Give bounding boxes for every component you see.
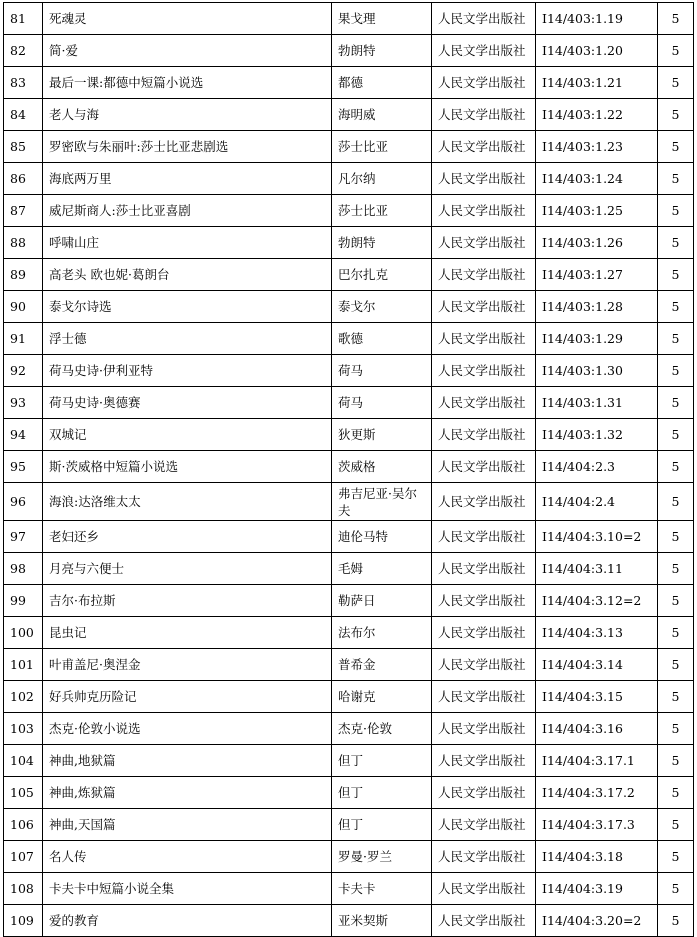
row-number: 108 bbox=[4, 873, 43, 905]
row-number: 101 bbox=[4, 649, 43, 681]
book-title: 月亮与六便士 bbox=[43, 553, 332, 585]
book-author: 泰戈尔 bbox=[332, 291, 432, 323]
row-number: 93 bbox=[4, 387, 43, 419]
book-copies: 5 bbox=[658, 3, 694, 35]
book-publisher: 人民文学出版社 bbox=[432, 35, 536, 67]
row-number: 89 bbox=[4, 259, 43, 291]
table-row bbox=[4, 873, 694, 905]
book-author: 勃朗特 bbox=[332, 227, 432, 259]
book-call-number: I14/404:3.11 bbox=[536, 553, 658, 585]
book-publisher: 人民文学出版社 bbox=[432, 291, 536, 323]
book-copies: 5 bbox=[658, 483, 694, 521]
book-title: 荷马史诗·伊利亚特 bbox=[43, 355, 332, 387]
book-copies: 5 bbox=[658, 585, 694, 617]
book-call-number: I14/403:1.25 bbox=[536, 195, 658, 227]
book-author: 卡夫卡 bbox=[332, 873, 432, 905]
table-row bbox=[4, 777, 694, 809]
book-call-number: I14/404:3.17.1 bbox=[536, 745, 658, 777]
table-row bbox=[4, 195, 694, 227]
book-author: 亚米契斯 bbox=[332, 905, 432, 937]
book-author: 法布尔 bbox=[332, 617, 432, 649]
table-row bbox=[4, 483, 694, 521]
book-publisher: 人民文学出版社 bbox=[432, 483, 536, 521]
row-number: 85 bbox=[4, 131, 43, 163]
book-call-number: I14/403:1.28 bbox=[536, 291, 658, 323]
book-author: 杰克·伦敦 bbox=[332, 713, 432, 745]
book-call-number: I14/404:3.18 bbox=[536, 841, 658, 873]
book-copies: 5 bbox=[658, 553, 694, 585]
table-row bbox=[4, 163, 694, 195]
book-publisher: 人民文学出版社 bbox=[432, 873, 536, 905]
book-copies: 5 bbox=[658, 873, 694, 905]
book-publisher: 人民文学出版社 bbox=[432, 323, 536, 355]
table-row bbox=[4, 521, 694, 553]
book-publisher: 人民文学出版社 bbox=[432, 809, 536, 841]
table-row bbox=[4, 355, 694, 387]
book-title: 好兵帅克历险记 bbox=[43, 681, 332, 713]
table-row bbox=[4, 809, 694, 841]
row-number: 98 bbox=[4, 553, 43, 585]
book-publisher: 人民文学出版社 bbox=[432, 163, 536, 195]
row-number: 90 bbox=[4, 291, 43, 323]
book-copies: 5 bbox=[658, 419, 694, 451]
book-call-number: I14/404:3.17.3 bbox=[536, 809, 658, 841]
book-publisher: 人民文学出版社 bbox=[432, 451, 536, 483]
row-number: 105 bbox=[4, 777, 43, 809]
table-row bbox=[4, 649, 694, 681]
book-title: 卡夫卡中短篇小说全集 bbox=[43, 873, 332, 905]
book-call-number: I14/403:1.21 bbox=[536, 67, 658, 99]
row-number: 81 bbox=[4, 3, 43, 35]
book-call-number: I14/403:1.27 bbox=[536, 259, 658, 291]
row-number: 92 bbox=[4, 355, 43, 387]
table-row bbox=[4, 451, 694, 483]
book-publisher: 人民文学出版社 bbox=[432, 585, 536, 617]
book-publisher: 人民文学出版社 bbox=[432, 195, 536, 227]
book-copies: 5 bbox=[658, 323, 694, 355]
book-author: 勒萨日 bbox=[332, 585, 432, 617]
book-publisher: 人民文学出版社 bbox=[432, 355, 536, 387]
book-publisher: 人民文学出版社 bbox=[432, 521, 536, 553]
book-call-number: I14/403:1.19 bbox=[536, 3, 658, 35]
book-title: 高老头 欧也妮·葛朗台 bbox=[43, 259, 332, 291]
book-call-number: I14/404:3.10=2 bbox=[536, 521, 658, 553]
table-row bbox=[4, 745, 694, 777]
book-title: 威尼斯商人:莎士比亚喜剧 bbox=[43, 195, 332, 227]
row-number: 95 bbox=[4, 451, 43, 483]
book-copies: 5 bbox=[658, 259, 694, 291]
table-row bbox=[4, 259, 694, 291]
book-title: 爱的教育 bbox=[43, 905, 332, 937]
book-copies: 5 bbox=[658, 451, 694, 483]
row-number: 96 bbox=[4, 483, 43, 521]
row-number: 103 bbox=[4, 713, 43, 745]
book-publisher: 人民文学出版社 bbox=[432, 67, 536, 99]
book-copies: 5 bbox=[658, 617, 694, 649]
book-author: 都德 bbox=[332, 67, 432, 99]
row-number: 109 bbox=[4, 905, 43, 937]
book-publisher: 人民文学出版社 bbox=[432, 553, 536, 585]
book-copies: 5 bbox=[658, 131, 694, 163]
book-author: 弗吉尼亚·吴尔夫 bbox=[332, 483, 432, 521]
book-author: 哈谢克 bbox=[332, 681, 432, 713]
book-title: 罗密欧与朱丽叶:莎士比亚悲剧选 bbox=[43, 131, 332, 163]
book-call-number: I14/403:1.20 bbox=[536, 35, 658, 67]
book-author: 罗曼·罗兰 bbox=[332, 841, 432, 873]
book-call-number: I14/403:1.26 bbox=[536, 227, 658, 259]
book-copies: 5 bbox=[658, 291, 694, 323]
book-call-number: I14/403:1.32 bbox=[536, 419, 658, 451]
book-call-number: I14/403:1.23 bbox=[536, 131, 658, 163]
book-copies: 5 bbox=[658, 387, 694, 419]
book-copies: 5 bbox=[658, 195, 694, 227]
row-number: 91 bbox=[4, 323, 43, 355]
book-author: 但丁 bbox=[332, 809, 432, 841]
book-author: 巴尔扎克 bbox=[332, 259, 432, 291]
book-publisher: 人民文学出版社 bbox=[432, 99, 536, 131]
book-copies: 5 bbox=[658, 227, 694, 259]
book-list-body bbox=[4, 3, 694, 937]
book-author: 狄更斯 bbox=[332, 419, 432, 451]
table-row bbox=[4, 617, 694, 649]
book-author: 茨威格 bbox=[332, 451, 432, 483]
book-copies: 5 bbox=[658, 35, 694, 67]
book-call-number: I14/404:3.20=2 bbox=[536, 905, 658, 937]
book-list-table bbox=[3, 2, 694, 937]
book-author: 莎士比亚 bbox=[332, 195, 432, 227]
row-number: 99 bbox=[4, 585, 43, 617]
book-author: 但丁 bbox=[332, 745, 432, 777]
book-title: 叶甫盖尼·奥涅金 bbox=[43, 649, 332, 681]
book-copies: 5 bbox=[658, 521, 694, 553]
book-author: 荷马 bbox=[332, 387, 432, 419]
book-title: 双城记 bbox=[43, 419, 332, 451]
row-number: 86 bbox=[4, 163, 43, 195]
book-title: 最后一课:都德中短篇小说选 bbox=[43, 67, 332, 99]
book-title: 名人传 bbox=[43, 841, 332, 873]
book-title: 斯·茨威格中短篇小说选 bbox=[43, 451, 332, 483]
row-number: 88 bbox=[4, 227, 43, 259]
book-copies: 5 bbox=[658, 905, 694, 937]
book-publisher: 人民文学出版社 bbox=[432, 259, 536, 291]
table-row bbox=[4, 227, 694, 259]
book-publisher: 人民文学出版社 bbox=[432, 745, 536, 777]
table-row bbox=[4, 323, 694, 355]
book-author: 歌德 bbox=[332, 323, 432, 355]
book-publisher: 人民文学出版社 bbox=[432, 681, 536, 713]
book-call-number: I14/404:3.12=2 bbox=[536, 585, 658, 617]
table-row bbox=[4, 99, 694, 131]
book-author: 但丁 bbox=[332, 777, 432, 809]
book-title: 海浪:达洛维太太 bbox=[43, 483, 332, 521]
book-title: 昆虫记 bbox=[43, 617, 332, 649]
row-number: 82 bbox=[4, 35, 43, 67]
book-title: 吉尔·布拉斯 bbox=[43, 585, 332, 617]
book-copies: 5 bbox=[658, 841, 694, 873]
book-copies: 5 bbox=[658, 777, 694, 809]
book-title: 呼啸山庄 bbox=[43, 227, 332, 259]
book-title: 神曲,地狱篇 bbox=[43, 745, 332, 777]
book-copies: 5 bbox=[658, 99, 694, 131]
book-publisher: 人民文学出版社 bbox=[432, 713, 536, 745]
book-publisher: 人民文学出版社 bbox=[432, 387, 536, 419]
book-publisher: 人民文学出版社 bbox=[432, 131, 536, 163]
table-row bbox=[4, 387, 694, 419]
table-row bbox=[4, 291, 694, 323]
book-author: 毛姆 bbox=[332, 553, 432, 585]
book-title: 海底两万里 bbox=[43, 163, 332, 195]
book-call-number: I14/403:1.22 bbox=[536, 99, 658, 131]
table-row bbox=[4, 419, 694, 451]
book-copies: 5 bbox=[658, 745, 694, 777]
book-author: 荷马 bbox=[332, 355, 432, 387]
table-row bbox=[4, 553, 694, 585]
row-number: 106 bbox=[4, 809, 43, 841]
table-row bbox=[4, 681, 694, 713]
row-number: 87 bbox=[4, 195, 43, 227]
book-call-number: I14/403:1.30 bbox=[536, 355, 658, 387]
book-call-number: I14/403:1.31 bbox=[536, 387, 658, 419]
table-row bbox=[4, 905, 694, 937]
book-copies: 5 bbox=[658, 681, 694, 713]
book-author: 莎士比亚 bbox=[332, 131, 432, 163]
book-publisher: 人民文学出版社 bbox=[432, 617, 536, 649]
book-call-number: I14/404:3.17.2 bbox=[536, 777, 658, 809]
book-author: 勃朗特 bbox=[332, 35, 432, 67]
row-number: 97 bbox=[4, 521, 43, 553]
book-author: 海明威 bbox=[332, 99, 432, 131]
book-call-number: I14/404:2.3 bbox=[536, 451, 658, 483]
book-title: 简·爱 bbox=[43, 35, 332, 67]
book-copies: 5 bbox=[658, 355, 694, 387]
book-publisher: 人民文学出版社 bbox=[432, 777, 536, 809]
table-row bbox=[4, 713, 694, 745]
book-author: 凡尔纳 bbox=[332, 163, 432, 195]
table-row bbox=[4, 35, 694, 67]
book-publisher: 人民文学出版社 bbox=[432, 649, 536, 681]
book-title: 神曲,炼狱篇 bbox=[43, 777, 332, 809]
row-number: 102 bbox=[4, 681, 43, 713]
book-author: 迪伦马特 bbox=[332, 521, 432, 553]
table-row bbox=[4, 3, 694, 35]
row-number: 83 bbox=[4, 67, 43, 99]
book-call-number: I14/404:3.14 bbox=[536, 649, 658, 681]
book-title: 泰戈尔诗选 bbox=[43, 291, 332, 323]
row-number: 100 bbox=[4, 617, 43, 649]
row-number: 94 bbox=[4, 419, 43, 451]
book-publisher: 人民文学出版社 bbox=[432, 841, 536, 873]
book-copies: 5 bbox=[658, 713, 694, 745]
book-call-number: I14/404:3.16 bbox=[536, 713, 658, 745]
book-title: 死魂灵 bbox=[43, 3, 332, 35]
book-copies: 5 bbox=[658, 809, 694, 841]
table-row bbox=[4, 67, 694, 99]
book-publisher: 人民文学出版社 bbox=[432, 227, 536, 259]
book-title: 神曲,天国篇 bbox=[43, 809, 332, 841]
book-call-number: I14/404:3.13 bbox=[536, 617, 658, 649]
book-copies: 5 bbox=[658, 67, 694, 99]
row-number: 84 bbox=[4, 99, 43, 131]
book-title: 老妇还乡 bbox=[43, 521, 332, 553]
row-number: 107 bbox=[4, 841, 43, 873]
book-call-number: I14/404:2.4 bbox=[536, 483, 658, 521]
book-title: 荷马史诗·奥德赛 bbox=[43, 387, 332, 419]
book-title: 老人与海 bbox=[43, 99, 332, 131]
book-call-number: I14/403:1.29 bbox=[536, 323, 658, 355]
book-author: 果戈理 bbox=[332, 3, 432, 35]
book-call-number: I14/404:3.19 bbox=[536, 873, 658, 905]
book-publisher: 人民文学出版社 bbox=[432, 905, 536, 937]
book-publisher: 人民文学出版社 bbox=[432, 3, 536, 35]
row-number: 104 bbox=[4, 745, 43, 777]
book-publisher: 人民文学出版社 bbox=[432, 419, 536, 451]
book-author: 普希金 bbox=[332, 649, 432, 681]
book-call-number: I14/404:3.15 bbox=[536, 681, 658, 713]
table-row bbox=[4, 131, 694, 163]
table-row bbox=[4, 585, 694, 617]
book-title: 浮士德 bbox=[43, 323, 332, 355]
book-call-number: I14/403:1.24 bbox=[536, 163, 658, 195]
table-row bbox=[4, 841, 694, 873]
book-copies: 5 bbox=[658, 649, 694, 681]
book-title: 杰克·伦敦小说选 bbox=[43, 713, 332, 745]
book-copies: 5 bbox=[658, 163, 694, 195]
